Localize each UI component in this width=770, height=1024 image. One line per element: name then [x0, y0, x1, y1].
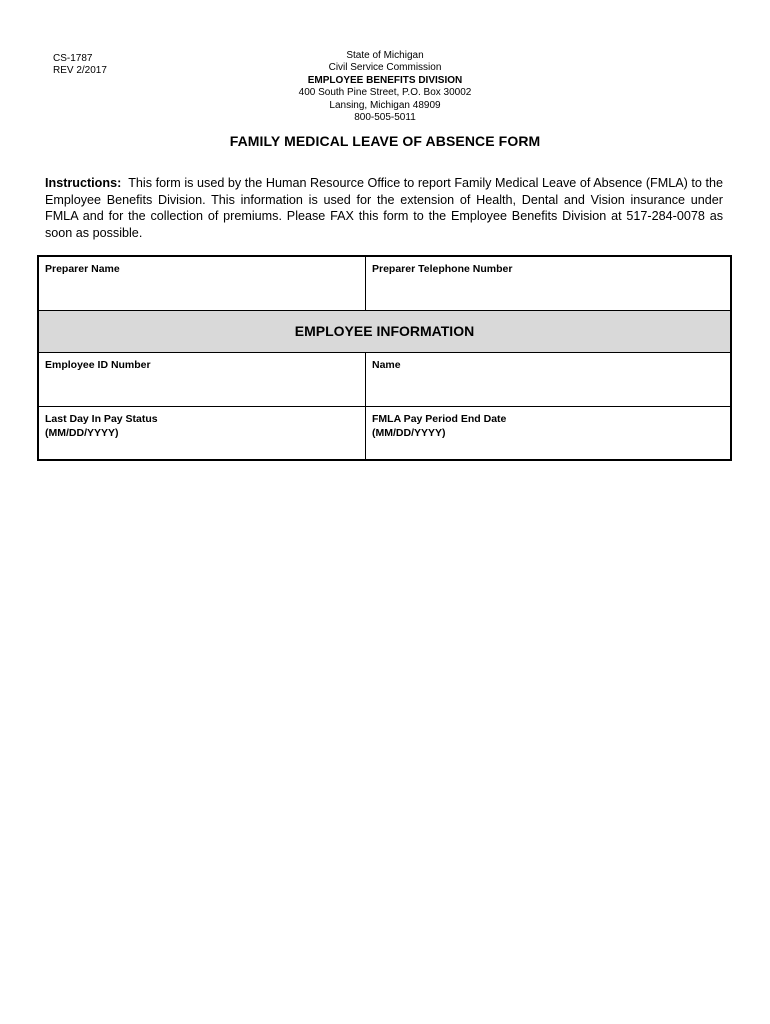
employee-information-heading: EMPLOYEE INFORMATION [39, 310, 730, 353]
last-day-label: Last Day In Pay Status [45, 413, 158, 425]
employee-name-label: Name [372, 359, 401, 371]
instructions-text: This form is used by the Human Resource Office to report Family Medical Leave of Absence (FMLA) to the Employee Benefits Division. This information is used for the extension of Health, Dental and Vision insurance under FMLA and for the collection of premiums. Please FAX this form to the Employee Benefits Division at 517-284-0078 as soon as possible. [45, 176, 723, 240]
agency-phone: 800-505-5011 [354, 112, 416, 124]
agency-state: State of Michigan [346, 50, 424, 61]
preparer-phone-field[interactable] [366, 257, 730, 310]
form-code-block [53, 53, 107, 77]
agency-city: Lansing, Michigan 48909 [329, 99, 441, 111]
fmla-pay-period-end-field[interactable] [366, 407, 730, 459]
preparer-name-field[interactable] [39, 257, 365, 310]
agency-address-block [250, 50, 520, 124]
preparer-name-label: Preparer Name [45, 263, 120, 275]
agency-commission: Civil Service Commission [328, 62, 442, 74]
employee-id-field[interactable] [39, 353, 365, 407]
instructions-paragraph [45, 175, 723, 241]
agency-street: 400 South Pine Street, P.O. Box 30002 [298, 87, 472, 99]
preparer-phone-label: Preparer Telephone Number [372, 263, 513, 275]
form-number: CS-1787 [53, 53, 93, 64]
employee-name-field[interactable] [366, 353, 730, 407]
fmla-end-format-hint: (MM/DD/YYYY) [372, 427, 446, 439]
form-title: FAMILY MEDICAL LEAVE OF ABSENCE FORM [229, 133, 541, 149]
instructions-label: Instructions: [45, 176, 122, 190]
fmla-end-label: FMLA Pay Period End Date [372, 413, 507, 425]
last-day-pay-status-field[interactable] [39, 407, 365, 459]
divider-row1 [365, 257, 366, 310]
last-day-format-hint: (MM/DD/YYYY) [45, 427, 119, 439]
form-table [37, 255, 732, 461]
employee-id-label: Employee ID Number [45, 359, 151, 371]
form-revision: REV 2/2017 [53, 65, 107, 76]
agency-division: EMPLOYEE BENEFITS DIVISION [307, 74, 463, 86]
